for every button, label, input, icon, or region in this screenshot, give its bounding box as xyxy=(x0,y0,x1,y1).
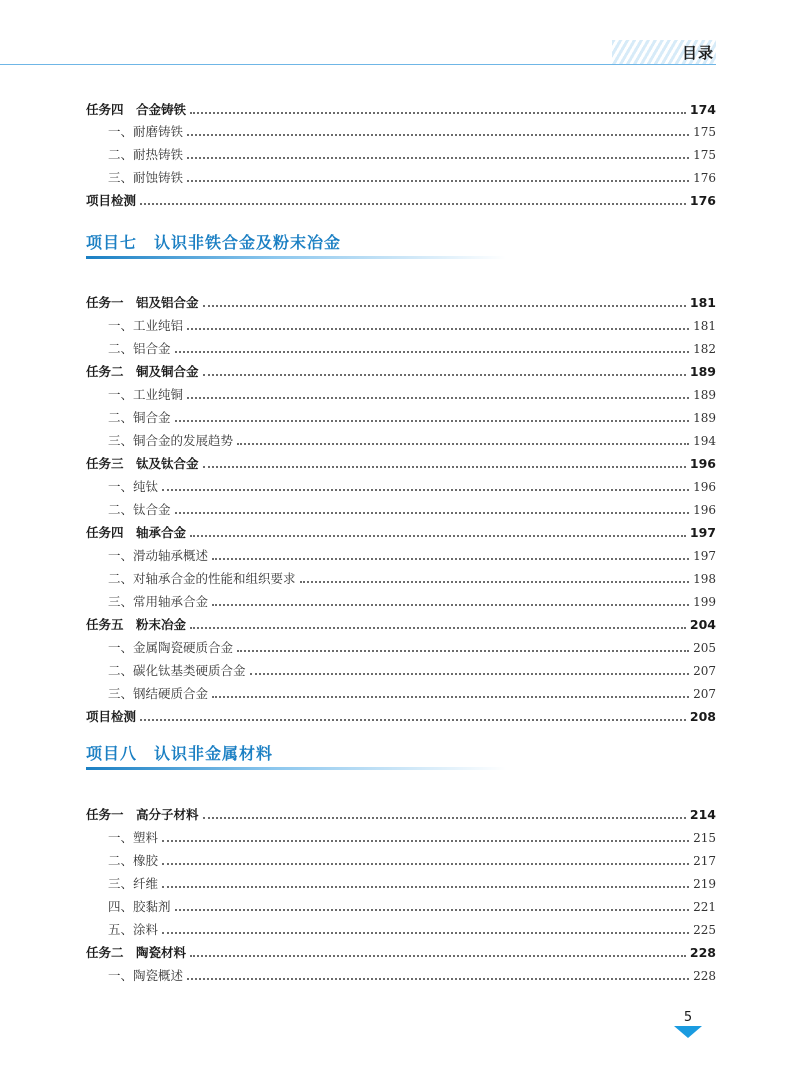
toc-entry-subsection[interactable] xyxy=(86,164,716,186)
toc-entry-page: 214 xyxy=(689,807,716,822)
toc-leader-dots xyxy=(190,627,686,629)
toc-leader-dots xyxy=(212,696,689,698)
toc-entry-page: 196 xyxy=(693,503,716,517)
toc-entry-page: 175 xyxy=(693,125,716,139)
toc-entry-page: 204 xyxy=(689,617,716,632)
toc-leader-dots xyxy=(162,840,689,842)
toc-entry-page: 176 xyxy=(693,171,716,185)
toc-entry-label: 一、耐磨铸铁 xyxy=(108,124,184,139)
toc-entry-subsection[interactable] xyxy=(86,312,716,334)
toc-entry-label: 一、滑动轴承概述 xyxy=(108,548,209,563)
toc-entry-page: 176 xyxy=(689,193,716,208)
toc-entry-page: 198 xyxy=(693,572,716,586)
toc-entry-page: 207 xyxy=(693,664,716,678)
toc-leader-dots xyxy=(162,932,689,934)
toc-leader-dots xyxy=(175,420,690,422)
toc-leader-dots xyxy=(190,112,686,114)
toc-entry-label: 四、胶黏剂 xyxy=(108,899,171,914)
toc-entry-page: 194 xyxy=(693,434,716,448)
toc-entry-task[interactable] xyxy=(86,96,716,118)
section-heading xyxy=(86,230,716,256)
toc-entry-label: 任务一 铝及铝合金 xyxy=(86,295,199,310)
toc-entry-page: 197 xyxy=(689,525,716,540)
toc-entry-label: 任务四 合金铸铁 xyxy=(86,102,187,117)
toc-entry-page: 197 xyxy=(693,549,716,563)
toc-leader-dots xyxy=(187,180,689,182)
toc-leader-dots xyxy=(187,134,689,136)
section-heading-label: 项目八 认识非金属材料 xyxy=(86,744,274,763)
toc-entry-label: 二、铝合金 xyxy=(108,341,171,356)
toc-entry-task[interactable] xyxy=(86,187,716,209)
toc-leader-dots xyxy=(162,489,689,491)
toc-entry-page: 228 xyxy=(693,969,716,983)
toc-leader-dots xyxy=(140,203,686,205)
toc-entry-label: 任务二 铜及铜合金 xyxy=(86,364,199,379)
toc-entry-label: 项目检测 xyxy=(86,709,137,724)
toc-leader-dots xyxy=(237,443,689,445)
toc-entry-label: 三、铜合金的发展趋势 xyxy=(108,433,234,448)
toc-entry-subsection[interactable] xyxy=(86,680,716,702)
toc-leader-dots xyxy=(250,673,690,675)
toc-entry-subsection[interactable] xyxy=(86,427,716,449)
toc-entry-subsection[interactable] xyxy=(86,118,716,140)
toc-leader-dots xyxy=(190,535,686,537)
toc-entry-label: 任务四 轴承合金 xyxy=(86,525,187,540)
toc-entry-label: 五、涂料 xyxy=(108,922,159,937)
section-heading-rule xyxy=(86,767,506,770)
toc-entry-page: 215 xyxy=(693,831,716,845)
toc-entry-page: 217 xyxy=(693,854,716,868)
toc-entry-subsection[interactable] xyxy=(86,496,716,518)
toc-entry-page: 225 xyxy=(693,923,716,937)
toc-leader-dots xyxy=(175,512,690,514)
toc-entry-label: 二、碳化钛基类硬质合金 xyxy=(108,663,246,678)
toc-leader-dots xyxy=(162,863,689,865)
toc-leader-dots xyxy=(212,558,689,560)
page-number: 5 xyxy=(683,1010,693,1025)
toc-entry-page: 189 xyxy=(693,388,716,402)
toc-entry-task[interactable] xyxy=(86,801,716,823)
toc-entry-task[interactable] xyxy=(86,611,716,633)
toc-entry-task[interactable] xyxy=(86,289,716,311)
toc-entry-label: 项目检测 xyxy=(86,193,137,208)
toc-entry-subsection[interactable] xyxy=(86,847,716,869)
toc-entry-subsection[interactable] xyxy=(86,824,716,846)
toc-entry-page: 228 xyxy=(689,945,716,960)
toc-entry-label: 二、对轴承合金的性能和组织要求 xyxy=(108,571,296,586)
toc-entry-page: 196 xyxy=(693,480,716,494)
toc-entry-subsection[interactable] xyxy=(86,657,716,679)
section-heading xyxy=(86,741,716,767)
toc-entry-task[interactable] xyxy=(86,358,716,380)
toc-entry-page: 199 xyxy=(693,595,716,609)
header-divider xyxy=(0,64,716,65)
toc-entry-label: 三、钢结硬质合金 xyxy=(108,686,209,701)
toc-entry-label: 三、纤维 xyxy=(108,876,159,891)
toc-leader-dots xyxy=(187,328,689,330)
page-arrow-icon xyxy=(674,1026,702,1038)
toc-entry-page: 221 xyxy=(693,900,716,914)
toc-leader-dots xyxy=(175,351,690,353)
toc-leader-dots xyxy=(203,374,686,376)
toc-entry-subsection[interactable] xyxy=(86,542,716,564)
toc-entry-page: 196 xyxy=(689,456,716,471)
toc-entry-page: 181 xyxy=(689,295,716,310)
page-header-title: 目录 xyxy=(681,44,714,62)
toc-entry-subsection[interactable] xyxy=(86,565,716,587)
toc-leader-dots xyxy=(175,909,690,911)
section-heading-label: 项目七 认识非铁合金及粉末冶金 xyxy=(86,233,342,252)
toc-leader-dots xyxy=(187,157,689,159)
toc-entry-task[interactable] xyxy=(86,703,716,725)
toc-entry-task[interactable] xyxy=(86,519,716,541)
toc-entry-label: 任务一 高分子材料 xyxy=(86,807,199,822)
toc-entry-subsection[interactable] xyxy=(86,335,716,357)
toc-entry-label: 二、铜合金 xyxy=(108,410,171,425)
toc-entry-label: 任务五 粉末冶金 xyxy=(86,617,187,632)
toc-entry-page: 205 xyxy=(693,641,716,655)
toc-leader-dots xyxy=(212,604,689,606)
toc-entry-label: 一、工业纯铝 xyxy=(108,318,184,333)
toc-leader-dots xyxy=(187,978,689,980)
toc-entry-page: 181 xyxy=(693,319,716,333)
toc-entry-subsection[interactable] xyxy=(86,404,716,426)
toc-leader-dots xyxy=(187,397,689,399)
toc-entry-label: 一、陶瓷概述 xyxy=(108,968,184,983)
toc-entry-subsection[interactable] xyxy=(86,962,716,984)
toc-leader-dots xyxy=(203,305,686,307)
toc-leader-dots xyxy=(237,650,689,652)
toc-entry-page: 207 xyxy=(693,687,716,701)
toc-leader-dots xyxy=(203,817,686,819)
toc-entry-page: 189 xyxy=(689,364,716,379)
toc-entry-page: 219 xyxy=(693,877,716,891)
toc-entry-task[interactable] xyxy=(86,450,716,472)
toc-entry-label: 一、纯钛 xyxy=(108,479,159,494)
toc-entry-subsection[interactable] xyxy=(86,381,716,403)
toc-entry-page: 182 xyxy=(693,342,716,356)
toc-entry-subsection[interactable] xyxy=(86,588,716,610)
toc-entry-label: 一、工业纯铜 xyxy=(108,387,184,402)
toc-leader-dots xyxy=(203,466,686,468)
toc-leader-dots xyxy=(190,955,686,957)
toc-entry-label: 三、常用轴承合金 xyxy=(108,594,209,609)
toc-entry-subsection[interactable] xyxy=(86,141,716,163)
toc-entry-page: 189 xyxy=(693,411,716,425)
toc-entry-page: 208 xyxy=(689,709,716,724)
toc-entry-subsection[interactable] xyxy=(86,473,716,495)
toc-leader-dots xyxy=(300,581,690,583)
toc-entry-subsection[interactable] xyxy=(86,870,716,892)
toc-entry-page: 175 xyxy=(693,148,716,162)
toc-entry-label: 一、金属陶瓷硬质合金 xyxy=(108,640,234,655)
section-heading-rule xyxy=(86,256,506,259)
toc-entry-subsection[interactable] xyxy=(86,916,716,938)
toc-entry-subsection[interactable] xyxy=(86,634,716,656)
toc-leader-dots xyxy=(140,719,686,721)
toc-entry-label: 三、耐蚀铸铁 xyxy=(108,170,184,185)
toc-entry-task[interactable] xyxy=(86,939,716,961)
toc-entry-label: 任务三 钛及钛合金 xyxy=(86,456,199,471)
toc-entry-label: 二、钛合金 xyxy=(108,502,171,517)
toc-entry-page: 174 xyxy=(689,102,716,117)
toc-leader-dots xyxy=(162,886,689,888)
toc-entry-label: 任务二 陶瓷材料 xyxy=(86,945,187,960)
toc-entry-label: 二、耐热铸铁 xyxy=(108,147,184,162)
toc-entry-label: 一、塑料 xyxy=(108,830,159,845)
toc-entry-label: 二、橡胶 xyxy=(108,853,159,868)
toc-entry-subsection[interactable] xyxy=(86,893,716,915)
